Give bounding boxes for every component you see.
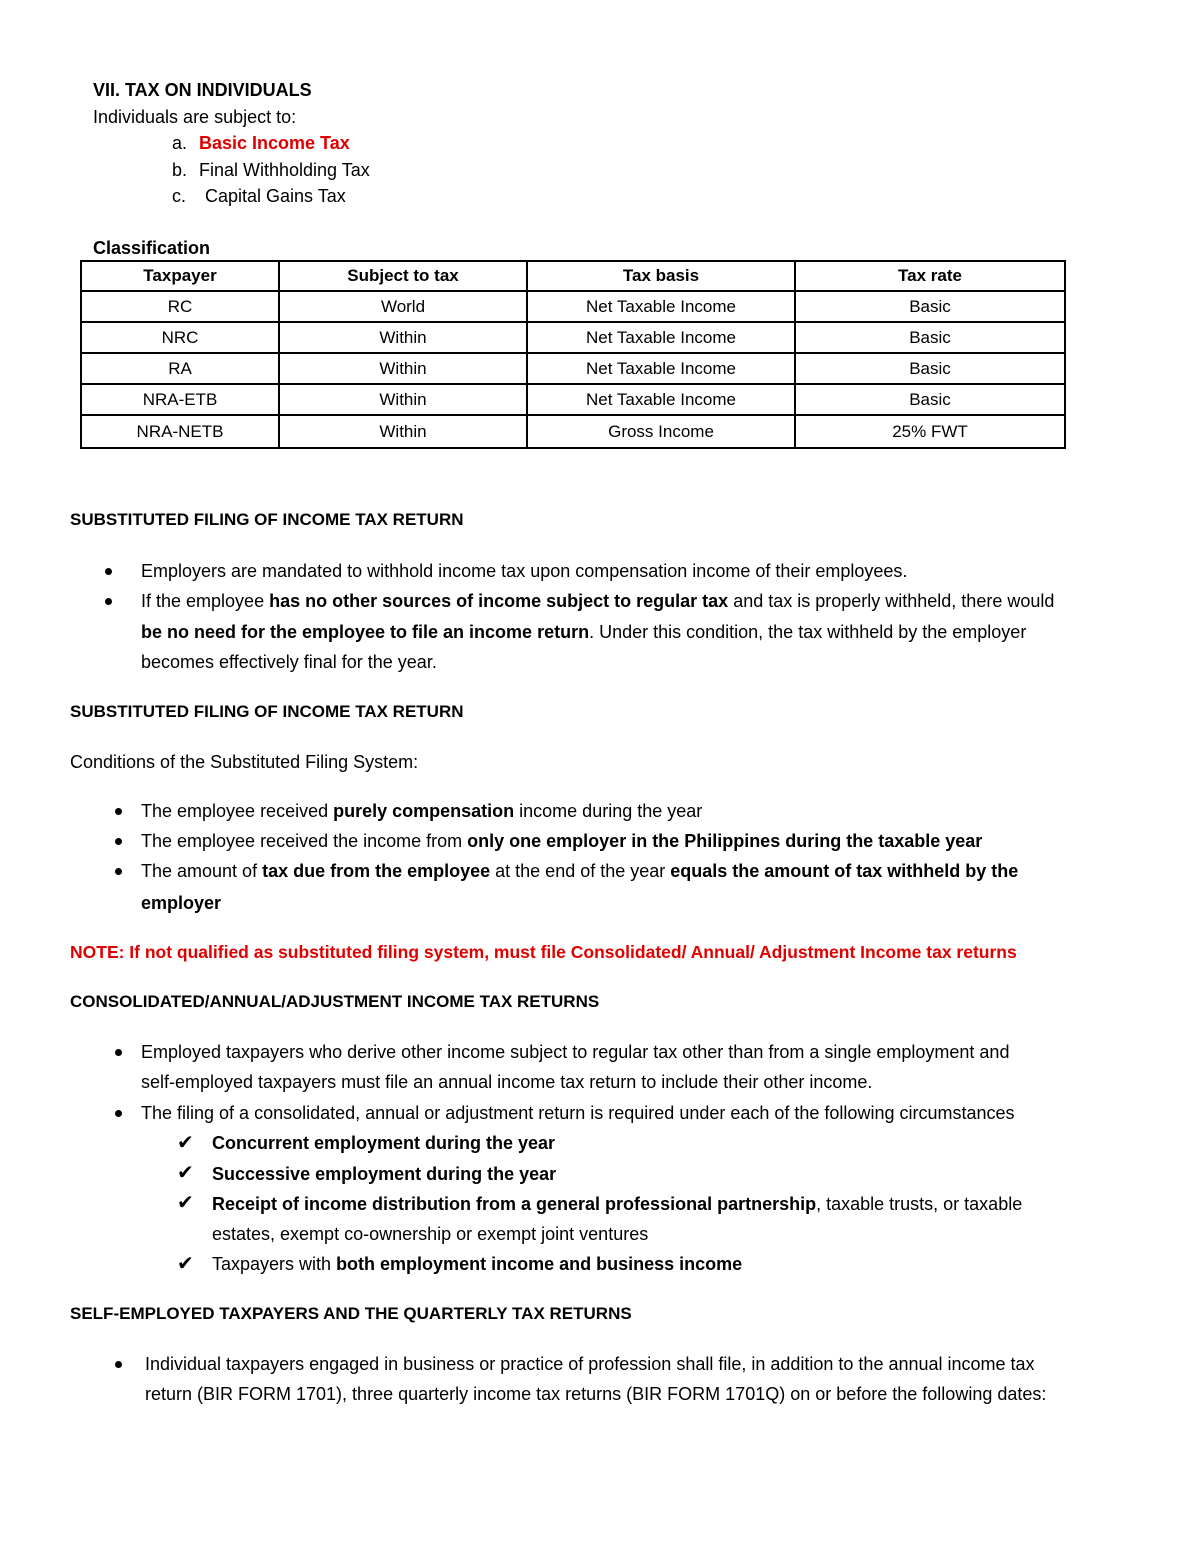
consolidated-bullet-1-line-1: Employed taxpayers who derive other income subject to regular tax other than from a single employment and xyxy=(141,1042,1010,1062)
checkmark-icon: ✔ xyxy=(177,1162,194,1184)
list-marker-b: b. xyxy=(172,160,188,180)
table-row xyxy=(81,384,1065,415)
bullet-icon xyxy=(115,808,122,815)
text-run: The employee received the income from xyxy=(141,831,468,851)
table-cell: 25% FWT xyxy=(795,415,1065,448)
table-cell: RC xyxy=(81,291,279,322)
sf1-bullet-2-line-2 xyxy=(141,617,1026,647)
circumstance-3-line-1 xyxy=(212,1189,1022,1219)
bullet-icon xyxy=(115,868,122,875)
text-run: income during the year xyxy=(514,801,703,821)
table-header: Tax basis xyxy=(527,261,795,291)
text-run: , taxable trusts, or taxable xyxy=(816,1194,1023,1214)
bullet-icon xyxy=(115,838,122,845)
heading-consolidated: CONSOLIDATED/ANNUAL/ADJUSTMENT INCOME TAX RETURNS xyxy=(70,992,600,1011)
table-cell: Basic xyxy=(795,322,1065,353)
table-header: Taxpayer xyxy=(81,261,279,291)
bullet-icon xyxy=(115,1361,122,1368)
checkmark-icon: ✔ xyxy=(177,1132,194,1154)
circumstance-1: Concurrent employment during the year xyxy=(212,1133,556,1153)
heading-substituted-filing-1: SUBSTITUTED FILING OF INCOME TAX RETURN xyxy=(70,510,464,529)
conditions-intro: Conditions of the Substituted Filing System: xyxy=(70,752,419,772)
circumstance-2: Successive employment during the year xyxy=(212,1164,557,1184)
sf1-bullet-2-line-1 xyxy=(141,586,1054,616)
condition-1 xyxy=(141,796,702,826)
table-cell: NRC xyxy=(81,322,279,353)
text-run-bold: only one employer in the Philippines during the taxable year xyxy=(467,831,983,851)
text-run-bold: Receipt of income distribution from a general professional partnership xyxy=(212,1194,817,1214)
circumstance-4 xyxy=(212,1249,742,1279)
text-run: If the employee xyxy=(141,591,270,611)
table-cell: Net Taxable Income xyxy=(527,353,795,384)
text-run: The amount of xyxy=(141,861,263,881)
classification-table xyxy=(80,260,1066,449)
consolidated-bullet-1-line-2: self-employed taxpayers must file an annual income tax return to include their other income. xyxy=(141,1072,873,1092)
table-cell: NRA-ETB xyxy=(81,384,279,415)
table-cell: RA xyxy=(81,353,279,384)
text-run-bold: both employment income and business income xyxy=(336,1254,743,1274)
table-header: Subject to tax xyxy=(279,261,527,291)
list-marker-a: a. xyxy=(172,133,188,153)
consolidated-bullet-2: The filing of a consolidated, annual or adjustment return is required under each of the following circumstances xyxy=(141,1103,1015,1123)
text-run: at the end of the year xyxy=(490,861,671,881)
table-cell: Within xyxy=(279,353,527,384)
list-item-final-withholding-tax: Final Withholding Tax xyxy=(199,160,370,180)
table-cell: Net Taxable Income xyxy=(527,322,795,353)
classification-label: Classification xyxy=(93,238,211,258)
condition-3-line-1 xyxy=(141,856,1018,886)
table-row xyxy=(81,415,1065,448)
self-employed-line-1: Individual taxpayers engaged in business or practice of profession shall file, in addition to the annual income tax xyxy=(145,1354,1035,1374)
text-run: The employee received xyxy=(141,801,334,821)
table-row xyxy=(81,291,1065,322)
table-cell: Net Taxable Income xyxy=(527,291,795,322)
table-cell: Within xyxy=(279,384,527,415)
table-header: Tax rate xyxy=(795,261,1065,291)
table-cell: Within xyxy=(279,322,527,353)
table-row xyxy=(81,353,1065,384)
section-title: VII. TAX ON INDIVIDUALS xyxy=(93,80,312,100)
text-run-bold: has no other sources of income subject to regular tax xyxy=(269,591,729,611)
checkmark-icon: ✔ xyxy=(177,1253,194,1275)
table-cell: NRA-NETB xyxy=(81,415,279,448)
table-cell: Within xyxy=(279,415,527,448)
bullet-icon xyxy=(115,1049,122,1056)
circumstance-3-line-2: estates, exempt co-ownership or exempt joint ventures xyxy=(212,1224,649,1244)
list-marker-c: c. xyxy=(172,186,187,206)
text-run-bold: purely compensation xyxy=(333,801,515,821)
list-item-basic-income-tax: Basic Income Tax xyxy=(199,133,350,153)
table-row xyxy=(81,322,1065,353)
text-run-bold: be no need for the employee to file an income return xyxy=(141,622,590,642)
text-run: . Under this condition, the tax withheld by the employer xyxy=(589,622,1027,642)
note-text: NOTE: If not qualified as substituted filing system, must file Consolidated/ Annual/ Adjustment Income tax returns xyxy=(70,942,1017,962)
heading-substituted-filing-2: SUBSTITUTED FILING OF INCOME TAX RETURN xyxy=(70,702,464,721)
sf1-bullet-2-line-3: becomes effectively final for the year. xyxy=(141,652,437,672)
self-employed-line-2: return (BIR FORM 1701), three quarterly income tax returns (BIR FORM 1701Q) on or before the following dates: xyxy=(145,1384,1047,1404)
text-run: Taxpayers with xyxy=(212,1254,337,1274)
checkmark-icon: ✔ xyxy=(177,1192,194,1214)
condition-2 xyxy=(141,826,982,856)
condition-3-line-2: employer xyxy=(141,893,222,913)
table-cell: Basic xyxy=(795,384,1065,415)
table-cell: Basic xyxy=(795,353,1065,384)
table-cell: Gross Income xyxy=(527,415,795,448)
sf1-bullet-1: Employers are mandated to withhold income tax upon compensation income of their employees. xyxy=(141,561,908,581)
table-cell: Basic xyxy=(795,291,1065,322)
table-cell: Net Taxable Income xyxy=(527,384,795,415)
table-cell: World xyxy=(279,291,527,322)
table-header-row xyxy=(81,261,1065,291)
bullet-icon xyxy=(105,568,112,575)
text-run: and tax is properly withheld, there would xyxy=(728,591,1055,611)
text-run-bold: tax due from the employee xyxy=(262,861,491,881)
bullet-icon xyxy=(115,1110,122,1117)
intro-text: Individuals are subject to: xyxy=(93,107,297,127)
text-run-bold: equals the amount of tax withheld by the xyxy=(670,861,1019,881)
bullet-icon xyxy=(105,598,112,605)
list-item-capital-gains-tax: Capital Gains Tax xyxy=(205,186,346,206)
heading-self-employed: SELF-EMPLOYED TAXPAYERS AND THE QUARTERLY TAX RETURNS xyxy=(70,1304,632,1323)
